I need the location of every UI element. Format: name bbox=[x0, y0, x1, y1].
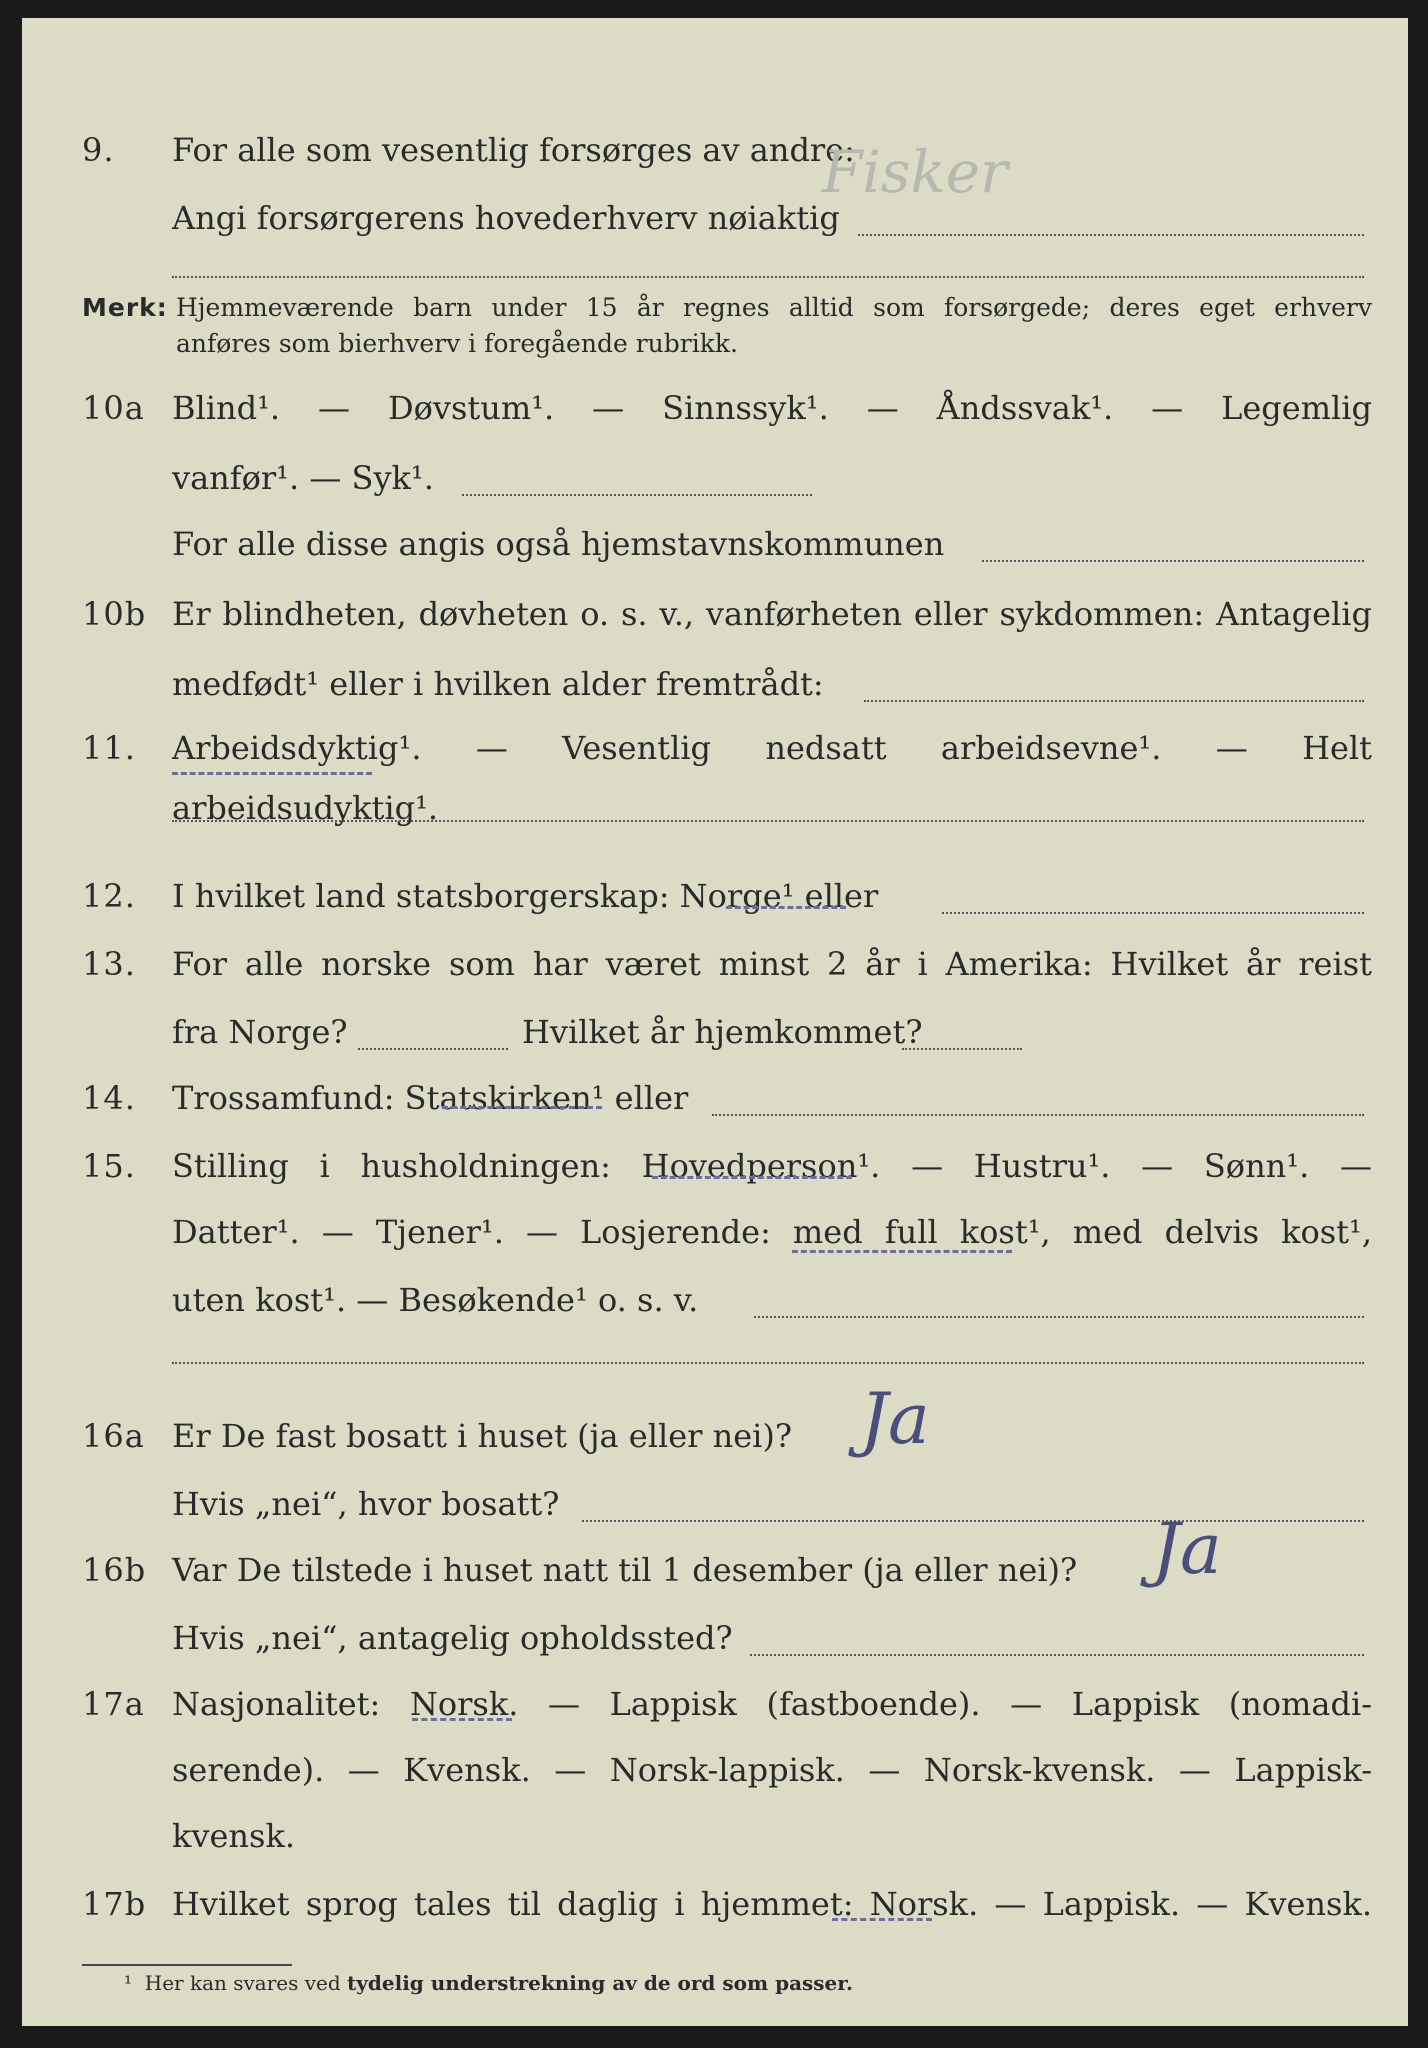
handwritten-underline bbox=[792, 1250, 1012, 1253]
question-10b-line-2 bbox=[22, 654, 1408, 714]
footnote-mark: ¹ bbox=[124, 1971, 133, 1995]
question-text: Blind¹. — Døvstum¹. — Sinnssyk¹. — Åndssvak¹. — Legemlig bbox=[172, 389, 1372, 427]
note-text: anføres som bierhverv i foregående rubrikk. bbox=[176, 329, 738, 358]
answer-field[interactable] bbox=[902, 1048, 1022, 1050]
footnote-text: Her kan svares ved bbox=[144, 1971, 341, 1995]
question-17a-line-1 bbox=[22, 1674, 1408, 1734]
question-number: 17a bbox=[82, 1685, 145, 1723]
handwritten-answer: Ja bbox=[1152, 1508, 1222, 1590]
answer-field[interactable] bbox=[172, 1362, 1364, 1364]
question-12 bbox=[22, 866, 1408, 926]
question-text: For alle som vesentlig forsørges av andre: bbox=[172, 131, 855, 169]
question-number: 16a bbox=[82, 1417, 145, 1455]
question-number: 12. bbox=[82, 877, 136, 915]
question-16a-line-1 bbox=[22, 1406, 1408, 1466]
answer-field[interactable] bbox=[858, 234, 1364, 236]
handwritten-underline bbox=[412, 1718, 512, 1721]
answer-field[interactable] bbox=[942, 912, 1364, 914]
question-number: 10a bbox=[82, 389, 145, 427]
question-number: 11. bbox=[82, 729, 136, 767]
answer-field[interactable] bbox=[172, 820, 1364, 822]
handwritten-underline bbox=[832, 1918, 932, 1921]
question-text: Nasjonalitet: Norsk. — Lappisk (fastboende). — Lappisk (nomadi- bbox=[172, 1685, 1372, 1723]
census-form-page bbox=[22, 18, 1408, 2026]
question-text: serende). — Kvensk. — Norsk-lappisk. — Norsk-kvensk. — Lappisk- bbox=[172, 1751, 1372, 1789]
question-text: Stilling i husholdningen: Hovedperson¹. — Hustru¹. — Sønn¹. — bbox=[172, 1147, 1372, 1185]
handwritten-answer: Ja bbox=[860, 1378, 930, 1460]
question-number: 15. bbox=[82, 1147, 136, 1185]
question-text: Er De fast bosatt i huset (ja eller nei)? bbox=[172, 1417, 793, 1455]
answer-field[interactable] bbox=[582, 1520, 1364, 1522]
question-text: For alle norske som har været minst 2 år i Amerika: Hvilket år reist bbox=[172, 945, 1372, 983]
question-text: Var De tilstede i huset natt til 1 desember (ja eller nei)? bbox=[172, 1551, 1078, 1589]
answer-field[interactable] bbox=[864, 700, 1364, 702]
question-10a-line-3 bbox=[22, 514, 1408, 574]
note-label: Merk: bbox=[82, 293, 168, 322]
question-text: Trossamfund: Statskirken¹ eller bbox=[172, 1079, 689, 1117]
question-15-line-2 bbox=[22, 1202, 1408, 1262]
handwritten-underline bbox=[652, 1176, 852, 1179]
question-9-line-2 bbox=[22, 188, 1408, 248]
answer-field[interactable] bbox=[172, 276, 1364, 278]
question-17b bbox=[22, 1874, 1408, 1934]
question-15-line-1 bbox=[22, 1136, 1408, 1196]
question-text: Hvilket år hjemkommet? bbox=[522, 1013, 923, 1051]
note-block bbox=[82, 290, 1372, 362]
question-text: fra Norge? bbox=[172, 1013, 348, 1051]
question-11 bbox=[22, 718, 1408, 827]
question-17a-line-3 bbox=[22, 1806, 1408, 1866]
question-number: 14. bbox=[82, 1079, 136, 1117]
note-text: Hjemmeværende barn under 15 år regnes alltid som forsørgede; deres eget erhverv bbox=[176, 293, 1372, 322]
question-text: Er blindheten, døvheten o. s. v., vanførheten eller sykdommen: Antagelig bbox=[172, 595, 1372, 633]
answer-field[interactable] bbox=[982, 560, 1364, 562]
question-number: 9. bbox=[82, 131, 115, 169]
question-text: Angi forsørgerens hovederhverv nøiaktig bbox=[172, 199, 840, 237]
answer-field[interactable] bbox=[712, 1114, 1364, 1116]
question-10a-line-2 bbox=[22, 448, 1408, 508]
question-text: vanfør¹. — Syk¹. bbox=[172, 459, 434, 497]
question-text: Hvis „nei“, hvor bosatt? bbox=[172, 1485, 560, 1523]
question-10a-line-1 bbox=[22, 378, 1408, 438]
question-13-line-1 bbox=[22, 934, 1408, 994]
question-17a-line-2 bbox=[22, 1740, 1408, 1800]
handwritten-underline bbox=[726, 906, 846, 909]
footnote-text-bold: tydelig understrekning av de ord som passer. bbox=[347, 1971, 853, 1995]
question-text: uten kost¹. — Besøkende¹ o. s. v. bbox=[172, 1281, 699, 1319]
question-number: 13. bbox=[82, 945, 136, 983]
faint-handwritten-answer: Fisker bbox=[822, 138, 1008, 206]
footnote-rule bbox=[82, 1964, 292, 1966]
question-13-line-2 bbox=[22, 1002, 1408, 1062]
question-number: 10b bbox=[82, 595, 147, 633]
question-text: For alle disse angis også hjemstavnskommunen bbox=[172, 525, 945, 563]
question-15-line-3 bbox=[22, 1270, 1408, 1330]
question-number: 17b bbox=[82, 1885, 147, 1923]
answer-field[interactable] bbox=[750, 1654, 1364, 1656]
answer-field[interactable] bbox=[358, 1048, 508, 1050]
answer-field[interactable] bbox=[462, 494, 812, 496]
question-number: 16b bbox=[82, 1551, 147, 1589]
question-text: Hvilket sprog tales til daglig i hjemmet: Norsk. — Lappisk. — Kvensk. bbox=[172, 1885, 1372, 1923]
question-9-line-1 bbox=[22, 120, 1408, 180]
question-text: kvensk. bbox=[172, 1817, 295, 1855]
question-text: Arbeidsdyktig¹. — Vesentlig nedsatt arbeidsevne¹. — Helt arbeidsudyktig¹. bbox=[172, 729, 1372, 827]
question-10b-line-1 bbox=[22, 584, 1408, 644]
question-text: Datter¹. — Tjener¹. — Losjerende: med full kost¹, med delvis kost¹, bbox=[172, 1213, 1372, 1251]
question-14 bbox=[22, 1068, 1408, 1128]
question-text: Hvis „nei“, antagelig opholdssted? bbox=[172, 1619, 733, 1657]
handwritten-underline bbox=[442, 1106, 602, 1109]
handwritten-underline bbox=[172, 772, 372, 775]
answer-field[interactable] bbox=[754, 1316, 1364, 1318]
question-16b-line-2 bbox=[22, 1608, 1408, 1668]
question-text: medfødt¹ eller i hvilken alder fremtrådt: bbox=[172, 665, 824, 703]
footnote bbox=[124, 1968, 853, 1998]
question-text: I hvilket land statsborgerskap: Norge¹ eller bbox=[172, 877, 879, 915]
